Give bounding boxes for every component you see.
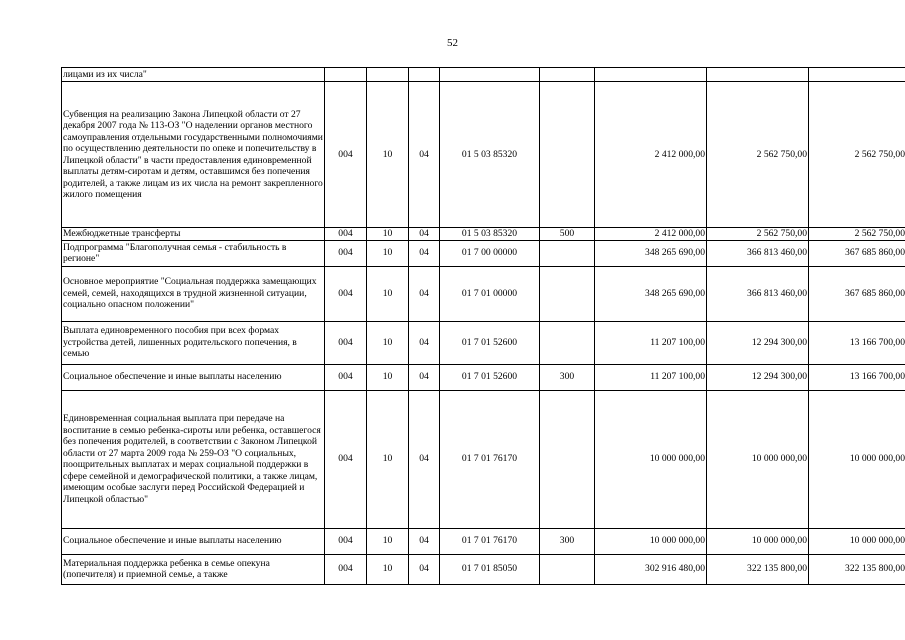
cell-sum-1: [595, 68, 707, 82]
table-row: [62, 228, 905, 241]
cell-sum-3: 10 000 000,00: [809, 390, 905, 528]
cell-pr: 04: [409, 554, 440, 584]
cell-sum-3: 2 562 750,00: [809, 82, 905, 228]
cell-sum-3: 13 166 700,00: [809, 364, 905, 390]
cell-gr: 004: [325, 528, 367, 554]
cell-sum-3: 367 685 860,00: [809, 240, 905, 266]
cell-rz: 10: [367, 240, 409, 266]
cell-gr: 004: [325, 82, 367, 228]
row-name: Материальная поддержка ребенка в семье опекуна (попечителя) и приемной семье, а также: [62, 554, 325, 584]
budget-table: [61, 67, 905, 585]
cell-rz: 10: [367, 554, 409, 584]
cell-sum-2: 2 562 750,00: [707, 82, 809, 228]
cell-vr: 500: [540, 228, 595, 241]
table-row: [62, 364, 905, 390]
cell-rz: [367, 68, 409, 82]
cell-csr: 01 5 03 85320: [440, 82, 540, 228]
cell-vr: [540, 240, 595, 266]
cell-sum-1: 11 207 100,00: [595, 364, 707, 390]
cell-rz: 10: [367, 390, 409, 528]
row-name: Единовременная социальная выплата при передаче на воспитание в семью ребенка-сироты или ребенка, оставшегося без попечения родителей, в соответствии с Законом Липецкой области от 27 марта 2009 года № 259-ОЗ "О социальных, поощрительных выплатах и мерах социальной поддержки в сфере семейной и демографической политики, а также лицам, имеющим особые заслуги перед Российской Федерацией и Липецкой областью": [62, 390, 325, 528]
row-name: Субвенция на реализацию Закона Липецкой области от 27 декабря 2007 года № 113-ОЗ "О наделении органов местного самоуправления отдельными государственными полномочиями по осуществлению деятельности по опеке и попечительству в Липецкой области" в части предоставления единовременной выплаты детям-сиротам и детям, оставшимся без попечения родителей, а также лицам из их числа на ремонт закрепленного жилого помещения: [62, 82, 325, 228]
cell-sum-2: [707, 68, 809, 82]
cell-sum-3: 367 685 860,00: [809, 266, 905, 321]
cell-gr: 004: [325, 554, 367, 584]
cell-sum-1: 10 000 000,00: [595, 528, 707, 554]
cell-csr: 01 7 01 85050: [440, 554, 540, 584]
cell-sum-2: 366 813 460,00: [707, 240, 809, 266]
cell-pr: 04: [409, 364, 440, 390]
cell-pr: 04: [409, 82, 440, 228]
row-name: Межбюджетные трансферты: [62, 228, 325, 241]
row-name: Основное мероприятие "Социальная поддержка замещающих семей, семей, находящихся в трудной жизненной ситуации, социально опасном положении": [62, 266, 325, 321]
cell-pr: 04: [409, 390, 440, 528]
cell-sum-2: 2 562 750,00: [707, 228, 809, 241]
row-name: Выплата единовременного пособия при всех формах устройства детей, лишенных родительского попечения, в семью: [62, 321, 325, 364]
cell-sum-1: 348 265 690,00: [595, 266, 707, 321]
table-row: [62, 528, 905, 554]
cell-vr: 300: [540, 528, 595, 554]
table-row: [62, 266, 905, 321]
cell-csr: 01 7 01 52600: [440, 321, 540, 364]
row-name: Социальное обеспечение и иные выплаты населению: [62, 364, 325, 390]
cell-pr: 04: [409, 266, 440, 321]
cell-rz: 10: [367, 228, 409, 241]
table-row: [62, 390, 905, 528]
cell-vr: [540, 390, 595, 528]
cell-sum-1: 302 916 480,00: [595, 554, 707, 584]
cell-csr: 01 7 01 76170: [440, 390, 540, 528]
cell-csr: 01 7 01 00000: [440, 266, 540, 321]
cell-rz: 10: [367, 266, 409, 321]
cell-pr: 04: [409, 321, 440, 364]
table-row: [62, 321, 905, 364]
cell-gr: [325, 68, 367, 82]
cell-sum-3: 10 000 000,00: [809, 528, 905, 554]
table-row: [62, 82, 905, 228]
cell-csr: [440, 68, 540, 82]
table-row: [62, 240, 905, 266]
cell-sum-2: 366 813 460,00: [707, 266, 809, 321]
cell-sum-2: 322 135 800,00: [707, 554, 809, 584]
cell-sum-1: 10 000 000,00: [595, 390, 707, 528]
cell-rz: 10: [367, 364, 409, 390]
cell-csr: 01 7 01 52600: [440, 364, 540, 390]
cell-sum-2: 12 294 300,00: [707, 321, 809, 364]
cell-sum-2: 10 000 000,00: [707, 528, 809, 554]
cell-gr: 004: [325, 390, 367, 528]
cell-sum-3: 322 135 800,00: [809, 554, 905, 584]
cell-rz: 10: [367, 82, 409, 228]
cell-gr: 004: [325, 240, 367, 266]
cell-sum-3: 13 166 700,00: [809, 321, 905, 364]
cell-sum-1: 2 412 000,00: [595, 82, 707, 228]
cell-vr: 300: [540, 364, 595, 390]
cell-sum-2: 12 294 300,00: [707, 364, 809, 390]
cell-sum-3: [809, 68, 905, 82]
cell-sum-2: 10 000 000,00: [707, 390, 809, 528]
cell-pr: 04: [409, 528, 440, 554]
cell-csr: 01 7 00 00000: [440, 240, 540, 266]
cell-gr: 004: [325, 228, 367, 241]
row-name: лицами из их числа": [62, 68, 325, 82]
cell-sum-3: 2 562 750,00: [809, 228, 905, 241]
cell-pr: 04: [409, 228, 440, 241]
cell-csr: 01 5 03 85320: [440, 228, 540, 241]
table-row: [62, 68, 905, 82]
cell-rz: 10: [367, 321, 409, 364]
cell-pr: [409, 68, 440, 82]
cell-rz: 10: [367, 528, 409, 554]
row-name: Социальное обеспечение и иные выплаты населению: [62, 528, 325, 554]
cell-gr: 004: [325, 321, 367, 364]
cell-sum-1: 348 265 690,00: [595, 240, 707, 266]
page-number: 52: [447, 37, 458, 49]
cell-sum-1: 11 207 100,00: [595, 321, 707, 364]
cell-gr: 004: [325, 364, 367, 390]
cell-vr: [540, 266, 595, 321]
cell-vr: [540, 554, 595, 584]
cell-sum-1: 2 412 000,00: [595, 228, 707, 241]
cell-pr: 04: [409, 240, 440, 266]
cell-vr: [540, 321, 595, 364]
row-name: Подпрограмма "Благополучная семья - стабильность в регионе": [62, 240, 325, 266]
cell-gr: 004: [325, 266, 367, 321]
cell-vr: [540, 68, 595, 82]
cell-csr: 01 7 01 76170: [440, 528, 540, 554]
table-row: [62, 554, 905, 584]
cell-vr: [540, 82, 595, 228]
